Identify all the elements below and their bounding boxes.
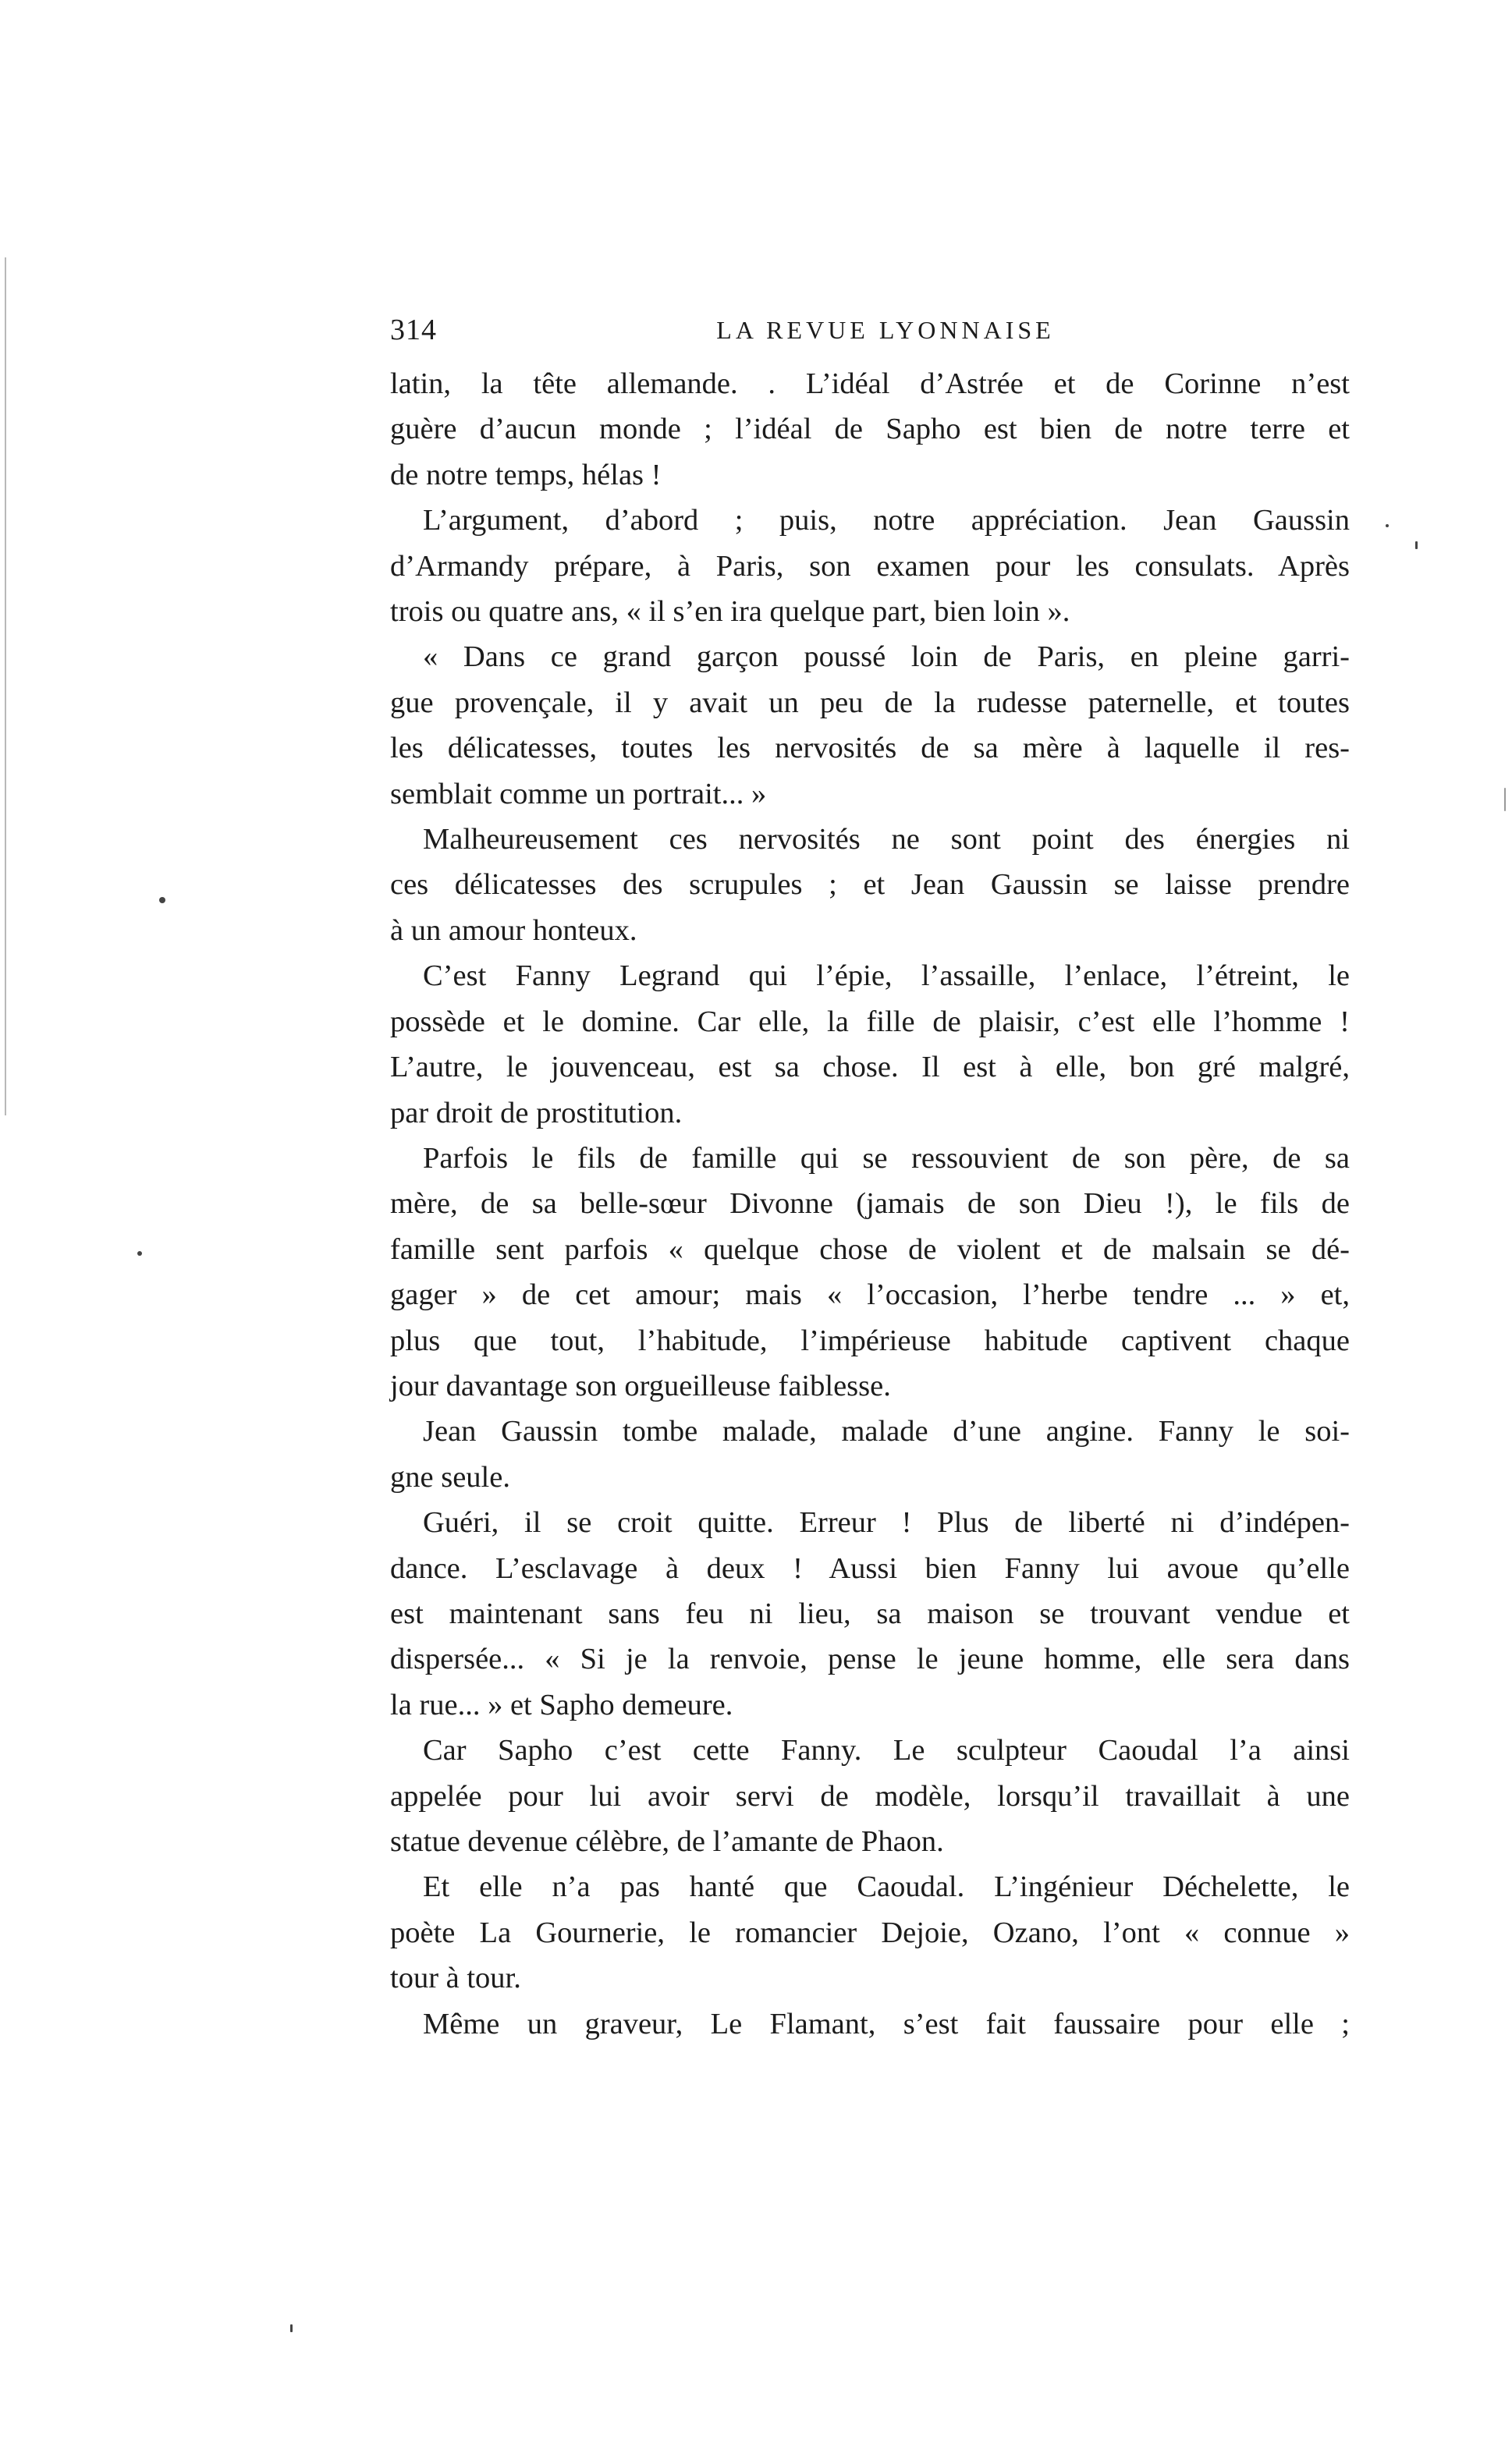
text-line: dispersée... « Si je la renvoie, pense le jeune homme, elle sera dans — [390, 1643, 1350, 1676]
text-line: Car Sapho c’est cette Fanny. Le sculpteur Caoudal l’a ainsi — [423, 1734, 1350, 1767]
text-line: par droit de prostitution. — [390, 1096, 683, 1129]
text-line: Même un graveur, Le Flamant, s’est fait faussaire pour elle ; — [423, 2007, 1350, 2040]
text-line: C’est Fanny Legrand qui l’épie, l’assaille, l’enlace, l’étreint, le — [423, 959, 1350, 993]
binding-edge-line — [5, 257, 6, 1115]
text-line: tour à tour. — [390, 1962, 521, 1995]
text-line: gue provençale, il y avait un peu de la rudesse paternelle, et toutes — [390, 686, 1350, 719]
text-line: dance. L’esclavage à deux ! Aussi bien Fanny lui avoue qu’elle — [390, 1551, 1350, 1585]
text-line: Malheureusement ces nervosités ne sont point des énergies ni — [423, 823, 1350, 856]
text-line: Guéri, il se croit quitte. Erreur ! Plus de liberté ni d’indépen- — [423, 1506, 1350, 1540]
text-line: « Dans ce grand garçon poussé loin de Paris, en pleine garri- — [423, 640, 1350, 674]
body-text — [390, 361, 1350, 2047]
text-line: semblait comme un portrait... » — [390, 777, 767, 810]
ink-speck — [137, 1251, 142, 1256]
page-header — [390, 308, 1350, 352]
text-line: mère, de sa belle-sœur Divonne (jamais de son Dieu !), le fils de — [390, 1187, 1350, 1221]
ink-speck — [1386, 524, 1389, 527]
text-line: ces délicatesses des scrupules ; et Jean Gaussin se laisse prendre — [390, 868, 1350, 902]
text-line: jour davantage son orgueilleuse faiblesse. — [390, 1369, 891, 1402]
text-line: L’argument, d’abord ; puis, notre appréciation. Jean Gaussin — [423, 504, 1350, 537]
text-line: de notre temps, hélas ! — [390, 458, 662, 491]
text-line: est maintenant sans feu ni lieu, sa maison se trouvant vendue et — [390, 1597, 1350, 1630]
text-line: poète La Gournerie, le romancier Dejoie, Ozano, l’ont « connue » — [390, 1916, 1350, 1949]
running-title: LA REVUE LYONNAISE — [716, 316, 1055, 344]
page-number: 314 — [390, 314, 437, 346]
text-line: plus que tout, l’habitude, l’impérieuse habitude captivent chaque — [390, 1324, 1350, 1357]
text-line: appelée pour lui avoir servi de modèle, lorsqu’il travaillait à une — [390, 1779, 1350, 1813]
text-line: à un amour honteux. — [390, 913, 637, 947]
text-line: guère d’aucun monde ; l’idéal de Sapho est bien de notre terre et — [390, 413, 1350, 446]
text-line: famille sent parfois « quelque chose de violent et de malsain se dé- — [390, 1232, 1350, 1266]
ink-speck — [290, 2324, 293, 2332]
text-line: la rue... » et Sapho demeure. — [390, 1688, 733, 1721]
ink-speck — [1415, 541, 1418, 549]
text-line: possède et le domine. Car elle, la fille de plaisir, c’est elle l’homme ! — [390, 1005, 1350, 1038]
text-line: gne seule. — [390, 1460, 510, 1494]
text-line: Et elle n’a pas hanté que Caoudal. L’ingénieur Déchelette, le — [423, 1870, 1350, 1904]
text-line: L’autre, le jouvenceau, est sa chose. Il est à elle, bon gré malgré, — [390, 1051, 1350, 1084]
text-line: les délicatesses, toutes les nervosités de sa mère à laquelle il res- — [390, 732, 1350, 765]
text-line: trois ou quatre ans, « il s’en ira quelque part, bien loin ». — [390, 595, 1070, 629]
text-line: Jean Gaussin tombe malade, malade d’une angine. Fanny le soi- — [423, 1415, 1350, 1448]
text-line: Parfois le fils de famille qui se ressouvient de son père, de sa — [423, 1141, 1350, 1175]
text-line: d’Armandy prépare, à Paris, son examen pour les consulats. Après — [390, 549, 1350, 583]
ink-speck — [159, 897, 165, 903]
text-line: gager » de cet amour; mais « l’occasion, l’herbe tendre ... » et, — [390, 1278, 1350, 1312]
text-line: latin, la tête allemande. . L’idéal d’Astrée et de Corinne n’est — [390, 367, 1350, 400]
text-line: statue devenue célèbre, de l’amante de Phaon. — [390, 1825, 944, 1858]
ink-speck — [1504, 788, 1506, 811]
